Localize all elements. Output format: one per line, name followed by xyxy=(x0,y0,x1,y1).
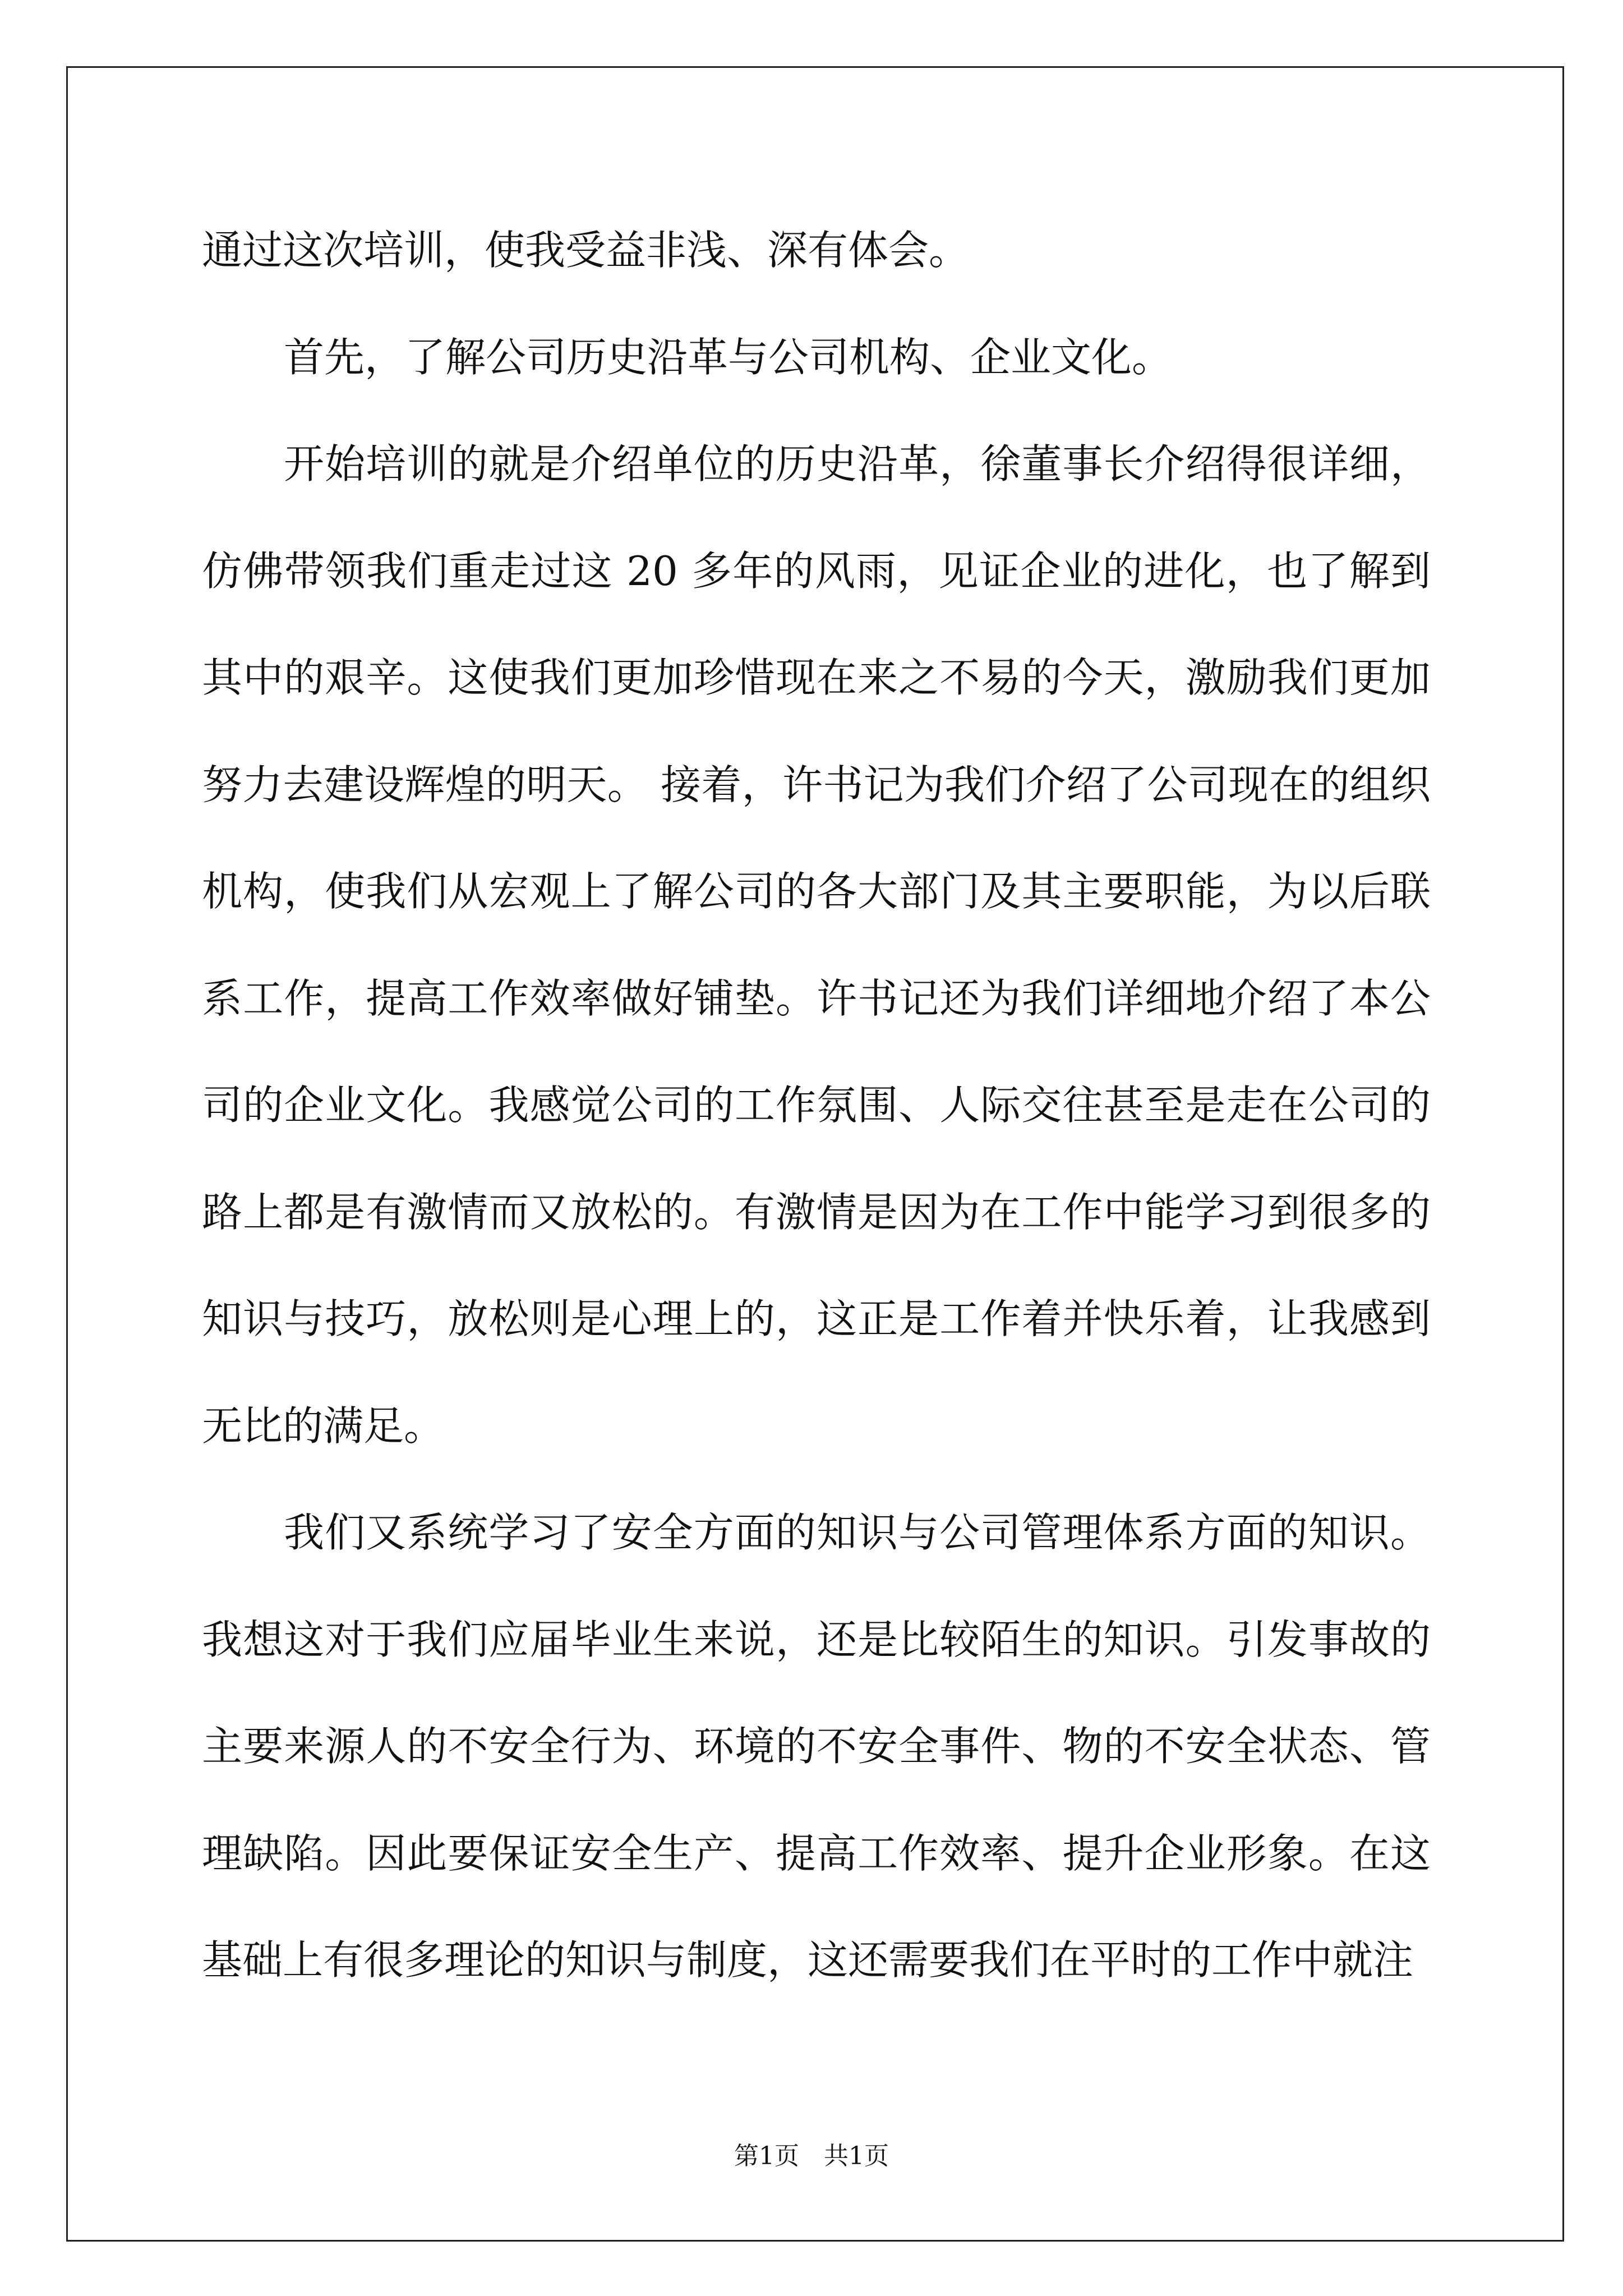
text-line: 知识与技巧，放松则是心理上的，这正是工作着并快乐着，让我感到 xyxy=(202,1295,1431,1342)
text-line: 我想这对于我们应届毕业生来说，还是比较陌生的知识。引发事故的 xyxy=(202,1616,1431,1663)
text-line: 机构，使我们从宏观上了解公司的各大部门及其主要职能，为以后联 xyxy=(202,868,1431,915)
paragraph xyxy=(202,1479,1431,2014)
text-line: 努力去建设辉煌的明天。 接着，许书记为我们介绍了公司现在的组织 xyxy=(202,761,1431,808)
text-line: 我们又系统学习了安全方面的知识与公司管理体系方面的知识。 xyxy=(284,1509,1431,1556)
text-line: 开始培训的就是介绍单位的历史沿革，徐董事长介绍得很详细， xyxy=(284,440,1431,487)
paragraph xyxy=(202,197,1431,304)
document-body xyxy=(202,197,1431,2014)
text-line: 司的企业文化。我感觉公司的工作氛围、人际交往甚至是走在公司的 xyxy=(202,1082,1431,1129)
text-line: 理缺陷。因此要保证安全生产、提高工作效率、提升企业形象。在这 xyxy=(202,1829,1431,1877)
text-line: 基础上有很多理论的知识与制度，这还需要我们在平时的工作中就注 xyxy=(202,1936,1414,1984)
text-line: 首先，了解公司历史沿革与公司机构、企业文化。 xyxy=(284,333,1173,381)
text-line: 系工作，提高工作效率做好铺垫。许书记还为我们详细地介绍了本公 xyxy=(202,974,1431,1022)
text-line: 仿佛带领我们重走过这 20 多年的风雨，见证企业的进化，也了解到 xyxy=(202,547,1431,595)
text-line: 主要来源人的不安全行为、环境的不安全事件、物的不安全状态、管 xyxy=(202,1723,1431,1770)
page-footer: 第1页 共1页 xyxy=(734,2142,889,2170)
text-line: 路上都是有激情而又放松的。有激情是因为在工作中能学习到很多的 xyxy=(202,1188,1431,1236)
paragraph xyxy=(202,411,1431,1479)
text-line: 其中的艰辛。这使我们更加珍惜现在来之不易的今天，激励我们更加 xyxy=(202,654,1431,701)
text-line: 通过这次培训，使我受益非浅、深有体会。 xyxy=(202,227,970,274)
text-line: 无比的满足。 xyxy=(202,1402,445,1450)
paragraph xyxy=(202,304,1431,411)
